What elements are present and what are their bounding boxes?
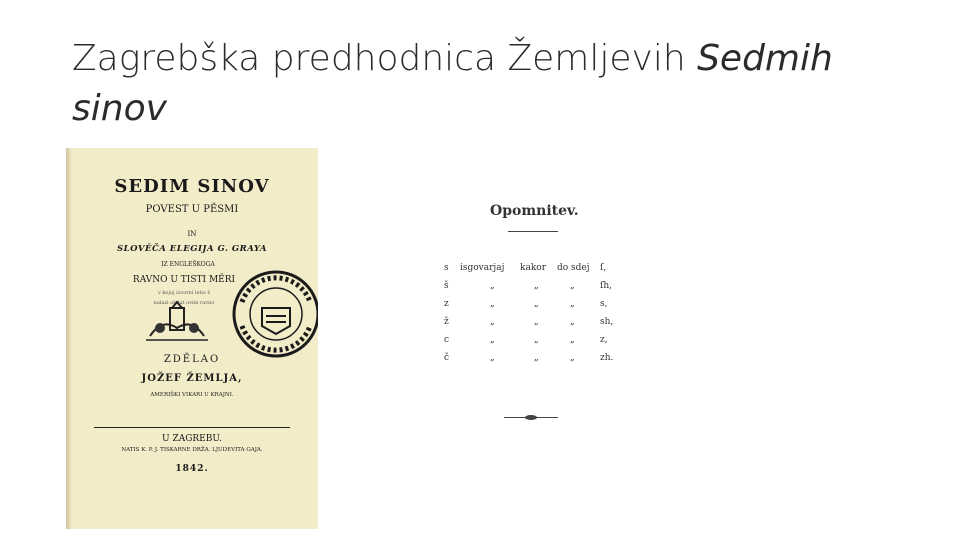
notice-row [444, 263, 644, 275]
book-in: IN [187, 230, 197, 238]
notice-cell: „ [490, 281, 495, 291]
book-metre: RAVNO U TISTI MĚRI [132, 275, 236, 285]
notice-cell: z, [600, 335, 608, 345]
notice-cell: „ [570, 299, 575, 309]
slide-title [72, 34, 872, 134]
notice-cell: „ [490, 335, 495, 345]
title-page-scan [66, 148, 318, 529]
notice-cell: „ [534, 317, 539, 327]
end-ornament-icon [504, 415, 558, 420]
notice-cell: c [444, 335, 450, 345]
book-role: AMERIŠKI VIKARI U KRAJNI. [150, 392, 234, 398]
notice-cell: ž [444, 317, 449, 327]
notice-row [444, 353, 644, 365]
book-made: ZDĚLAO [163, 354, 221, 365]
notice-cell: s, [600, 299, 608, 309]
notice-row [444, 299, 644, 311]
notice-title: Opomnitev. [490, 203, 579, 219]
notice-cell: „ [534, 299, 539, 309]
notice-cell: s [444, 263, 449, 273]
slide-title-main: Zagrebška predhodnica Žemljevih [72, 38, 698, 79]
book-title: SEDIM SINOV [114, 176, 270, 197]
ornament-icon [142, 298, 212, 342]
notice-cell: do sdej [557, 263, 590, 273]
notice-cell: š [444, 281, 449, 291]
slide-title-italic: Sedmih [697, 38, 833, 79]
book-printer: NATIS K. P. J. TISKARNE DRŽA. LJUDEVITA GAJA. [121, 447, 263, 453]
notice-cell: z [444, 299, 449, 309]
notice-cell: „ [490, 353, 495, 363]
notice-cell: „ [490, 317, 495, 327]
notice-cell: „ [534, 281, 539, 291]
book-elegy: SLOVĚČA ELEGIJA G. GRAYA [117, 244, 267, 254]
book-divider [94, 427, 290, 428]
notice-cell: „ [570, 335, 575, 345]
notice-cell: sh, [600, 317, 614, 327]
notice-cell: „ [534, 353, 539, 363]
book-from: IZ ENGLEŠKOGA [161, 261, 215, 268]
notice-row [444, 281, 644, 293]
notice-cell: „ [534, 335, 539, 345]
book-small-2: nalazi obdat ovim ravno [153, 300, 215, 306]
notice-cell: „ [570, 317, 575, 327]
notice-page [440, 195, 640, 425]
notice-cell: kakor [520, 263, 546, 273]
book-place: U ZAGREBU. [162, 434, 222, 444]
notice-row [444, 335, 644, 347]
book-year: 1842. [175, 464, 209, 474]
book-author: JOŽEF ŽEMLJA, [141, 373, 243, 384]
book-small-1: v kojoj izvorni lebo ž [157, 290, 210, 296]
library-stamp-icon [230, 268, 318, 360]
book-subtitle: POVEST U PĚSMI [145, 204, 239, 215]
notice-cell: zh. [600, 353, 614, 363]
notice-cell: „ [570, 353, 575, 363]
notice-cell: ſ, [600, 263, 607, 273]
notice-cell: „ [490, 299, 495, 309]
notice-cell: isgovarjaj [460, 263, 505, 273]
notice-row [444, 317, 644, 329]
slide-title-italic-line2: sinov [72, 88, 167, 129]
notice-cell: ſh, [600, 281, 612, 291]
notice-cell: č [444, 353, 450, 363]
notice-rule [508, 231, 558, 232]
notice-cell: „ [570, 281, 575, 291]
